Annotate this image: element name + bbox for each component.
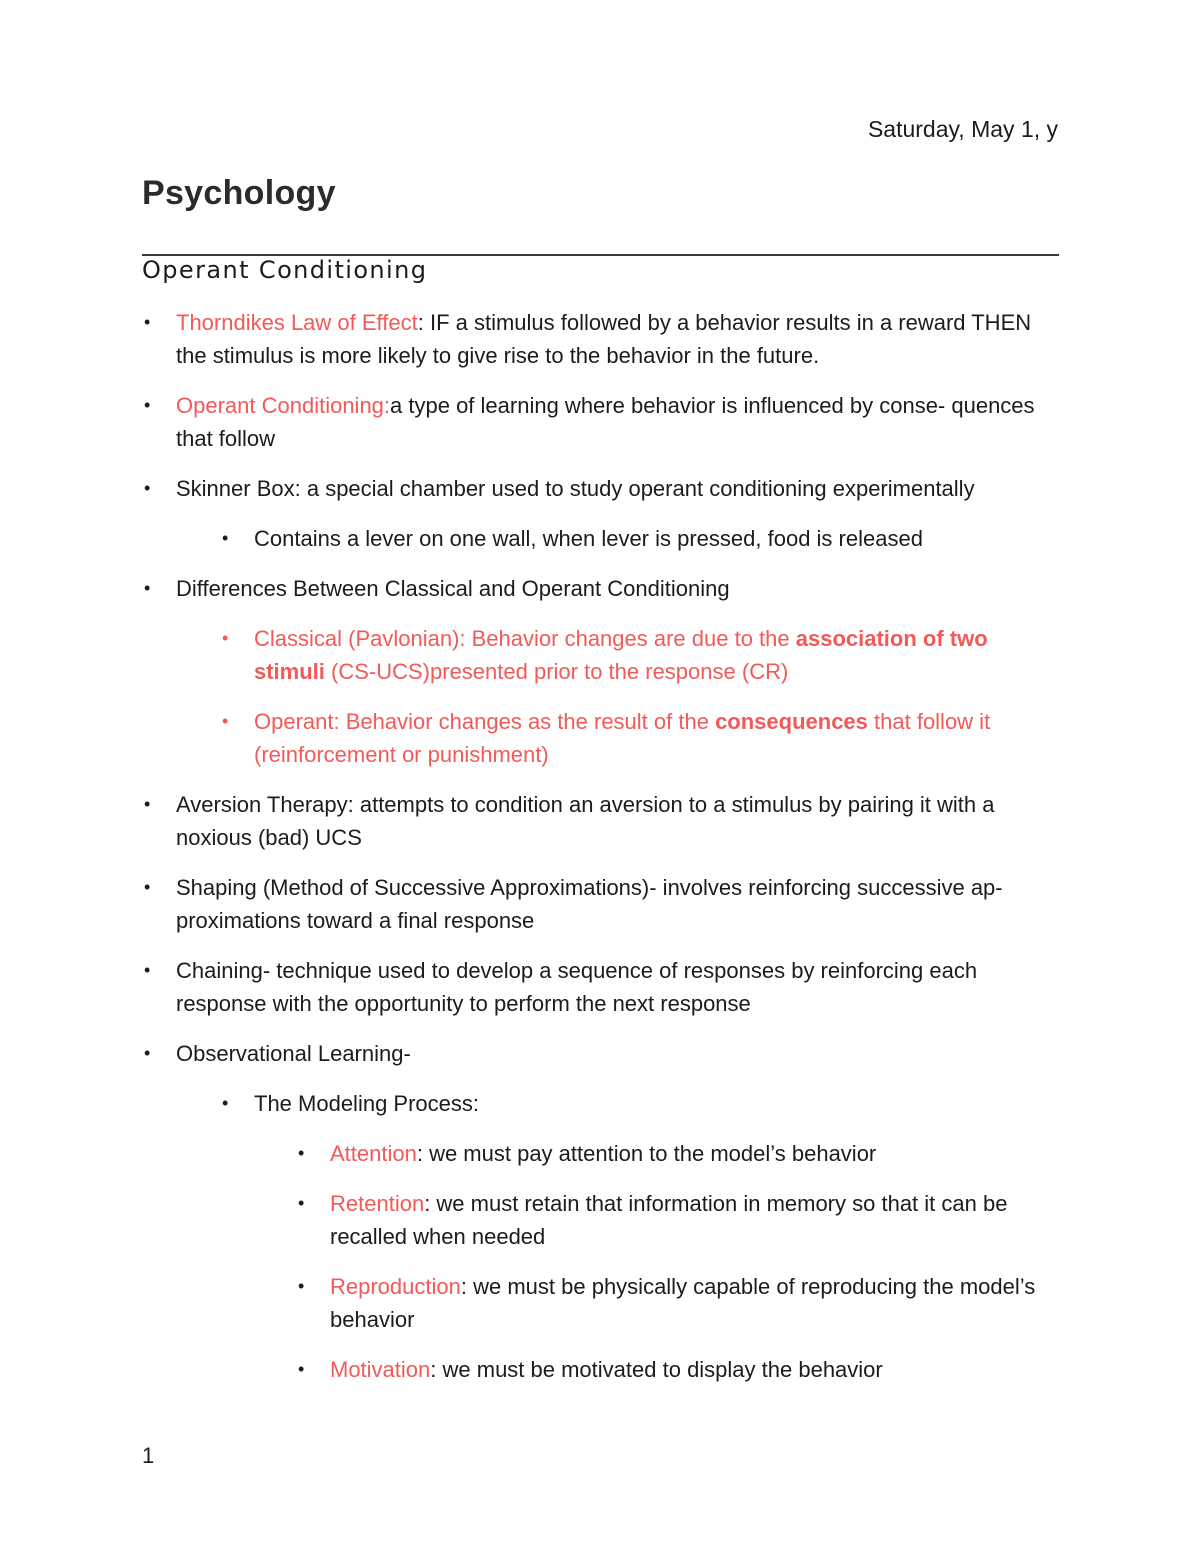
- bullet-icon: •: [222, 628, 229, 648]
- bullet-icon: •: [222, 1093, 229, 1113]
- text-operant-post: that follow it (reinforcement or punishment): [254, 709, 991, 767]
- notes-list: [142, 306, 1060, 1403]
- list-item-operant: [142, 705, 1060, 771]
- list-item-motivation: [142, 1353, 1060, 1386]
- text-differences: Differences Between Classical and Operant Conditioning: [176, 576, 730, 601]
- bullet-icon: •: [222, 711, 229, 731]
- bullet-icon: •: [144, 312, 151, 332]
- text-operant-pre: Operant: Behavior changes as the result of the: [254, 709, 716, 734]
- definition-reproduction: : we must be physically capable of reproducing the model’s behavior: [330, 1274, 1036, 1332]
- bullet-icon: •: [298, 1359, 305, 1379]
- text-modeling-process: The Modeling Process:: [254, 1091, 479, 1116]
- bullet-icon: •: [144, 478, 151, 498]
- bullet-icon: •: [222, 528, 229, 548]
- text-classical-post: (CS-UCS)presented prior to the response (CR): [324, 659, 789, 684]
- text-classical-pre: Classical (Pavlonian): Behavior changes are due to the: [254, 626, 796, 651]
- text-lever: Contains a lever on one wall, when lever is pressed, food is released: [254, 526, 923, 551]
- list-item-law-of-effect: [142, 306, 1060, 372]
- bullet-icon: •: [144, 960, 151, 980]
- definition-operant-conditioning: a type of learning where behavior is influenced by conse- quences that follow: [176, 393, 1035, 451]
- text-aversion-therapy: Aversion Therapy: attempts to condition an aversion to a stimulus by pairing it with a noxious (bad) UCS: [176, 792, 995, 850]
- bullet-icon: •: [144, 395, 151, 415]
- list-item-skinner-box: [142, 472, 1060, 505]
- text-shaping: Shaping (Method of Successive Approximations)- involves reinforcing successive ap- proximations toward a final response: [176, 875, 1003, 933]
- definition-motivation: : we must be motivated to display the behavior: [430, 1357, 883, 1382]
- list-item-retention: [142, 1187, 1060, 1253]
- bullet-icon: •: [298, 1276, 305, 1296]
- list-item-chaining: [142, 954, 1060, 1020]
- bullet-icon: •: [144, 578, 151, 598]
- term-attention: Attention: [330, 1141, 417, 1166]
- list-item-operant-conditioning: [142, 389, 1060, 455]
- list-item-observational-learning: [142, 1037, 1060, 1070]
- definition-law-of-effect: : IF a stimulus followed by a behavior results in a reward THEN the stimulus is more likely to give rise to the behavior in the future.: [176, 310, 1032, 368]
- text-skinner-box: Skinner Box: a special chamber used to study operant conditioning experimentally: [176, 476, 975, 501]
- term-operant-conditioning: Operant Conditioning:: [176, 393, 391, 418]
- text-operant-bold: consequences: [715, 709, 868, 734]
- list-item-modeling-process: [142, 1087, 1060, 1120]
- list-item-reproduction: [142, 1270, 1060, 1336]
- list-item-aversion-therapy: [142, 788, 1060, 854]
- page-number: 1: [142, 1443, 155, 1468]
- section-heading: Operant Conditioning: [142, 256, 428, 284]
- term-motivation: Motivation: [330, 1357, 431, 1382]
- list-item-classical: [142, 622, 1060, 688]
- list-item-shaping: [142, 871, 1060, 937]
- term-law-of-effect: Thorndikes Law of Effect: [176, 310, 418, 335]
- text-classical-bold: association of two stimuli: [254, 626, 988, 684]
- term-reproduction: Reproduction: [330, 1274, 461, 1299]
- header-date: Saturday, May 1, y: [867, 116, 1058, 142]
- definition-attention: : we must pay attention to the model’s behavior: [416, 1141, 877, 1166]
- bullet-icon: •: [144, 1043, 151, 1063]
- term-retention: Retention: [330, 1191, 425, 1216]
- page-title: Psychology: [142, 174, 336, 212]
- text-observational-learning: Observational Learning-: [176, 1041, 411, 1066]
- bullet-icon: •: [298, 1143, 305, 1163]
- text-chaining: Chaining- technique used to develop a sequence of responses by reinforcing each response with the opportunity to perform the next response: [176, 958, 978, 1016]
- list-item-lever: [142, 522, 1060, 555]
- bullet-icon: •: [144, 794, 151, 814]
- bullet-icon: •: [298, 1193, 305, 1213]
- bullet-icon: •: [144, 877, 151, 897]
- definition-retention: : we must retain that information in memory so that it can be recalled when needed: [330, 1191, 1008, 1249]
- list-item-differences: [142, 572, 1060, 605]
- list-item-attention: [142, 1137, 1060, 1170]
